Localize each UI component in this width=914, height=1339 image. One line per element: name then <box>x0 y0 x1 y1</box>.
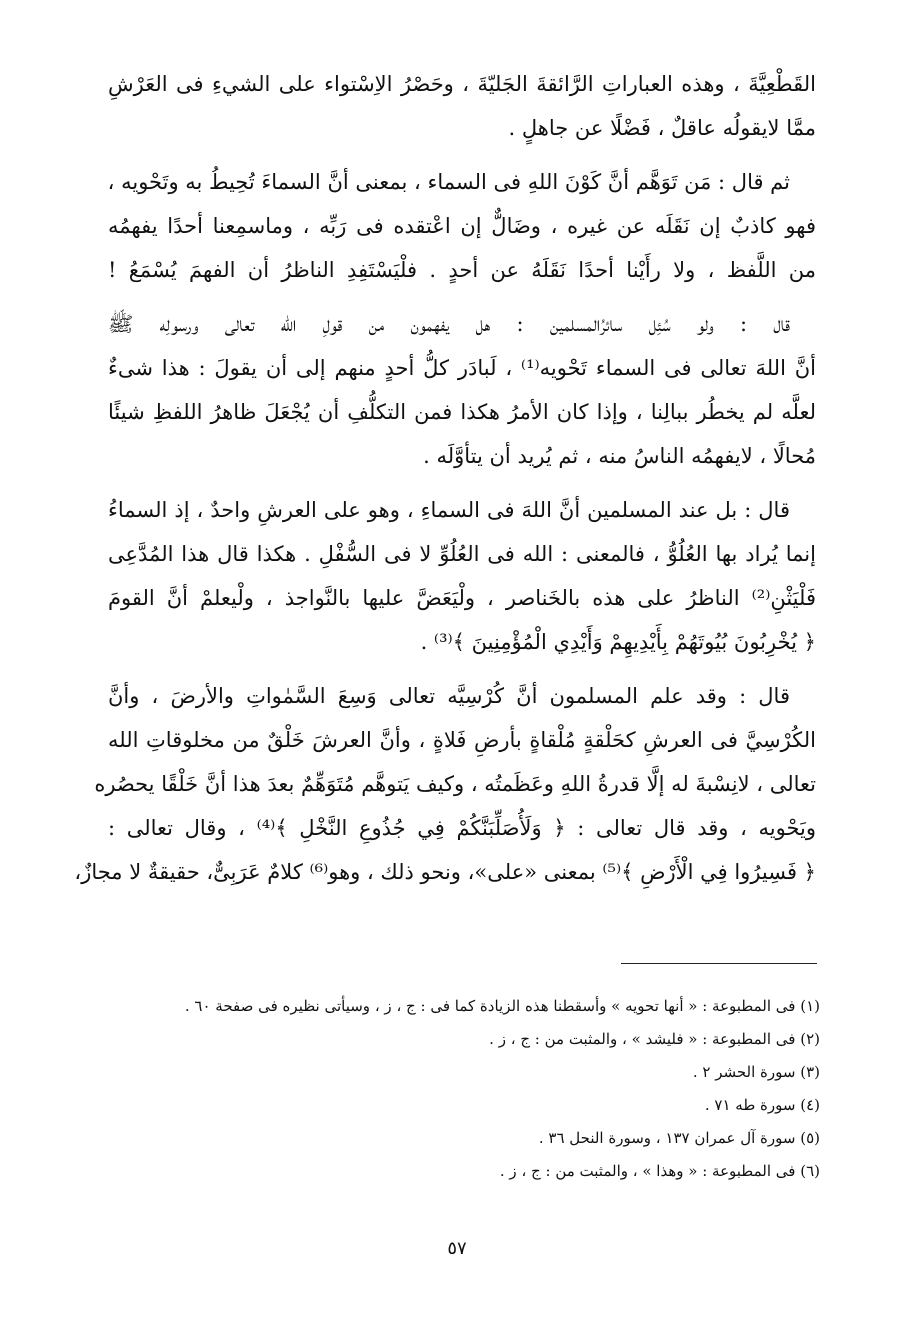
text-line: ويَحْويه ، وقد قال تعالى : ﴿ وَلَأُصَلِّبَنَّكُمْ فِي جُذُوعِ النَّخْلِ ﴾⁽⁴⁾ ، وقال تعالى : <box>108 816 816 840</box>
text-line: الكُرْسِيَّ فى العرشِ كحَلْقةٍ مُلْقاةٍ بأرضِ فَلاةٍ ، وأنَّ العرشَ خَلْقٌ من مخلوقاتِ الله <box>108 728 816 752</box>
text-line: من اللَّفظ ، ولا رأَيْنا أحدًا نَقَلَهُ عن أحدٍ . فلْيَسْتَفِدِ الناظرُ أن الفهمَ يُسْمَعُ ! <box>108 258 816 282</box>
footnote: (٦) فى المطبوعة : « وهذا » ، والمثبت من : ج ، ز . <box>499 1162 820 1180</box>
text-line: أنَّ اللهَ تعالى فى السماء تَحْويه⁽¹⁾ ، لَبادَر كلُّ أحدٍ منهم إلى أن يقولَ : هذا شىءٌ <box>108 356 816 380</box>
text-line: القَطْعِيَّةَ ، وهذه العباراتِ الرَّائقةَ الجَليّةَ ، وحَصْرُ الاِسْتواء على الشيءِ فى العَرْشِ <box>108 72 816 96</box>
paragraph-gap <box>108 292 816 302</box>
text-line: قال : ولو سُئِل سائرُالمسلمين : هل يفهمون من قولِ الله تعالى ورسولِه ﷺ <box>108 312 790 336</box>
footnote: (٣) سورة الحشر ٢ . <box>692 1063 820 1081</box>
footnote: (٤) سورة طه ٧١ . <box>704 1096 820 1114</box>
text-line: قال : وقد علم المسلمون أنَّ كُرْسِيَّه تعالى وَسِعَ السَّمٰواتِ والأرضَ ، وأنَّ <box>108 684 790 708</box>
footnote: (١) فى المطبوعة : « أنها تحويه » وأسقطنا هذه الزيادة كما فى : ج ، ز ، وسيأتى نظيره فى صفحة ٦٠ . <box>184 997 820 1015</box>
text-line: ممَّا لايقولُه عاقلٌ ، فَضْلًا عن جاهلٍ . <box>508 116 816 140</box>
text-line: لعلَّه لم يخطُر ببالِنا ، وإذا كان الأمرُ هكذا فمن التكلُّفِ أن يُجْعَلَ ظاهرُ اللفظِ شيئًا <box>108 400 816 424</box>
main-text <box>74 62 816 894</box>
footnotes <box>108 990 820 1188</box>
text-line: تعالى ، لانِسْبةَ له إلَّا قدرةُ اللهِ وعَظَمتُه ، وكيف يَتوهَّم مُتَوَهِّمٌ بعدَ هذا أنَّ خَلْقًا يحصُره <box>94 772 816 796</box>
text-line: ﴿ فَسِيرُوا فِي الْأَرْضِ ﴾⁽⁵⁾ بمعنى «على»، ونحو ذلك ، وهو⁽⁶⁾ كلامٌ عَرَبِىٌّ، حقيقةٌ لا مجازٌ، <box>74 860 816 884</box>
footnote: (٥) سورة آل عمران ١٣٧ ، وسورة النحل ٣٦ . <box>538 1129 820 1147</box>
paragraph-gap <box>108 478 816 488</box>
text-line: قال : بل عند المسلمين أنَّ اللهَ فى السماءِ ، وهو على العرشِ واحدٌ ، إذ السماءُ <box>108 498 790 522</box>
page-number: ٥٧ <box>447 1238 467 1259</box>
text-line: فَلْيَثْنِ⁽²⁾ الناظرُ على هذه بالخَناصر ، ولْيَعَضَّ عليها بالنَّواجذ ، ولْيعلمْ أنَّ القومَ <box>108 586 816 610</box>
text-line: فهو كاذبٌ إن نَقَلَه عن غيره ، وضَالٌّ إن اعْتقده فى رَبِّه ، وماسمِعنا أحدًا يفهمُه <box>108 214 816 238</box>
footnote-divider <box>621 963 817 964</box>
paragraph-gap <box>108 664 816 674</box>
footnote: (٢) فى المطبوعة : « فليشد » ، والمثبت من : ج ، ز . <box>489 1030 820 1048</box>
text-line: ثم قال : مَن تَوَهَّم أنَّ كَوْنَ اللهِ فى السماء ، بمعنى أنَّ السماءَ تُحِيطُ به وتَحْويه ، <box>107 170 790 194</box>
text-line: مُحالًا ، لايفهمُه الناسُ منه ، ثم يُريد أن يتأوَّلَه . <box>423 444 816 468</box>
text-line: ﴿ يُخْرِبُونَ بُيُوتَهُمْ بِأَيْدِيهِمْ وَأَيْدِي الْمُؤْمِنِينَ ﴾⁽³⁾ . <box>420 630 816 654</box>
text-line: إنما يُراد بها العُلُوُّ ، فالمعنى : الله فى العُلُوِّ لا فى السُّفْلِ . هكذا قال هذا المُدَّعِى <box>108 542 816 566</box>
paragraph-gap <box>108 150 816 160</box>
